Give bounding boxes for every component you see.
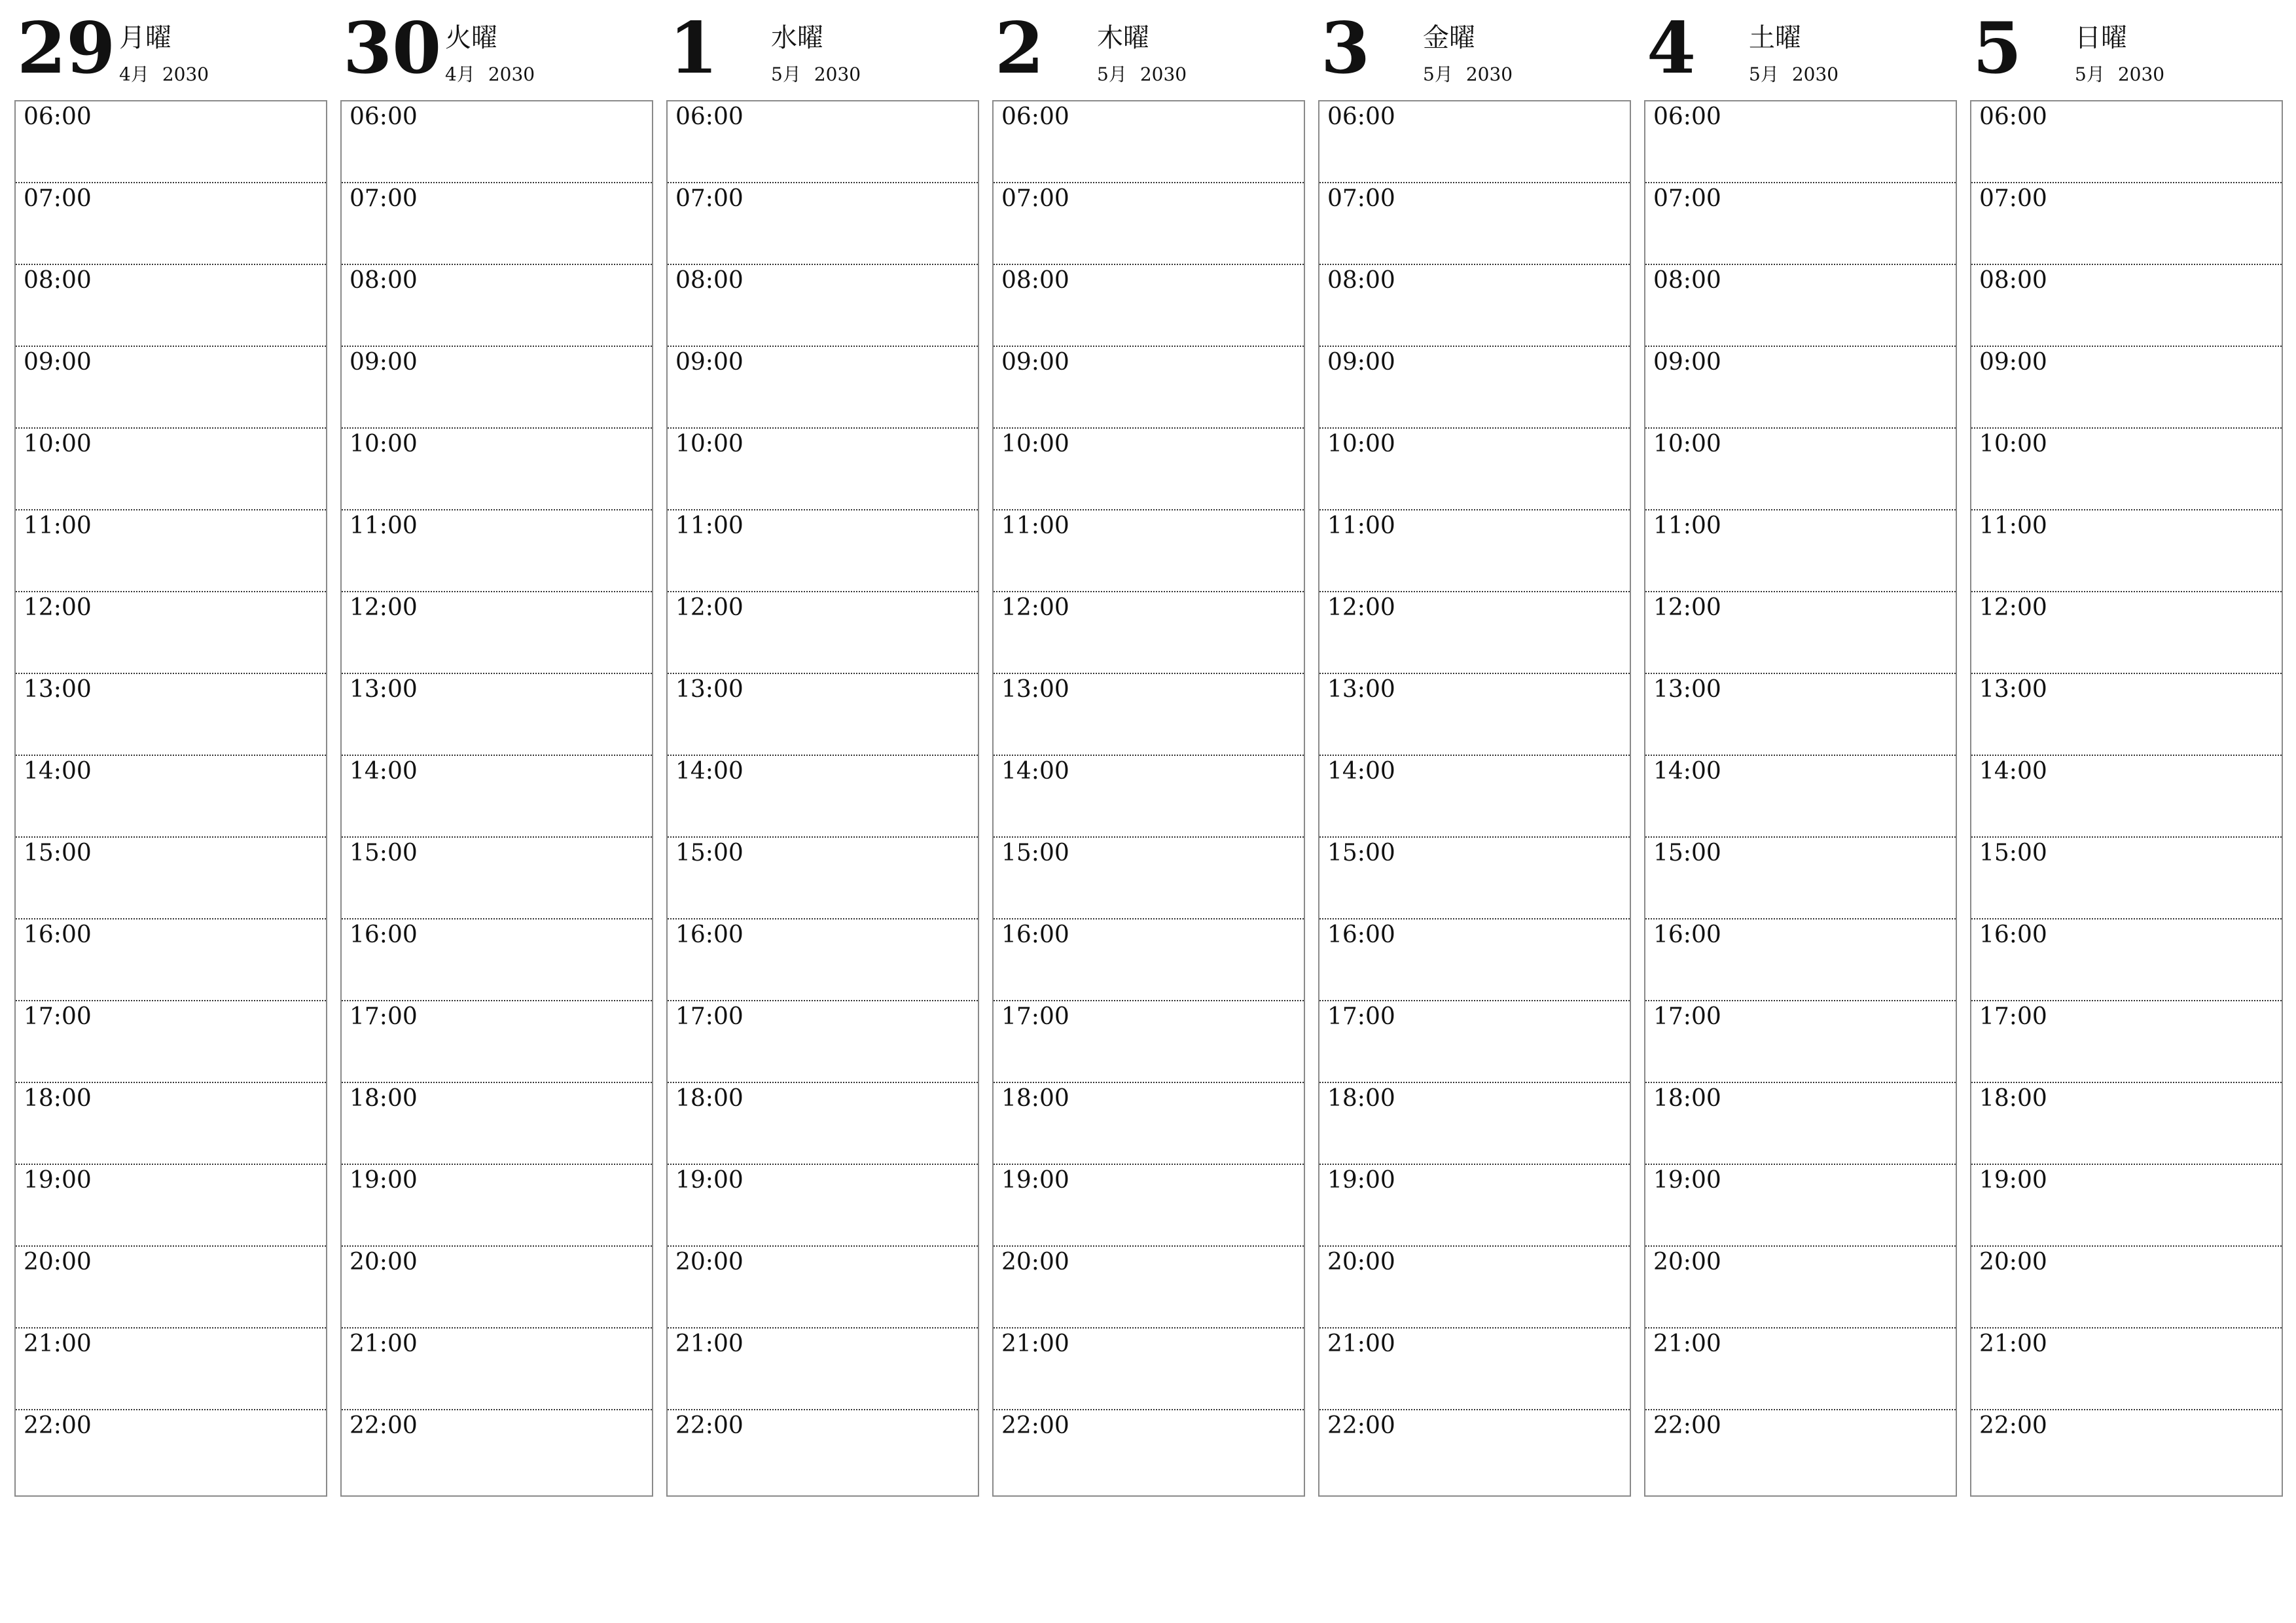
weekday-label: 金曜 [1423,23,1475,53]
time-slot[interactable] [1319,838,1630,919]
day-number: 4 [1647,7,1696,90]
time-label: 21:00 [24,1330,92,1357]
time-label: 20:00 [1001,1249,1069,1275]
time-slot[interactable] [1645,838,1956,919]
time-label: 09:00 [675,349,744,376]
time-slots [1318,100,1631,1497]
day-header [340,0,653,98]
time-label: 18:00 [350,1085,418,1112]
month-year-label [119,65,209,84]
time-label: 11:00 [1001,512,1069,539]
time-slot[interactable] [16,1083,326,1165]
day-number: 29 [17,7,116,90]
time-slot[interactable] [1971,1329,2282,1410]
time-label: 11:00 [1653,512,1721,539]
time-slot[interactable] [994,1247,1304,1329]
time-slot[interactable] [16,1001,326,1083]
time-label: 06:00 [1979,103,2047,130]
time-slot[interactable] [1971,592,2282,674]
time-slot[interactable] [342,1165,652,1247]
time-label: 14:00 [350,758,418,785]
time-label: 08:00 [1001,267,1069,294]
time-slot[interactable] [994,1165,1304,1247]
time-slot[interactable] [1319,756,1630,838]
time-label: 13:00 [24,676,92,703]
time-slot[interactable] [1319,1001,1630,1083]
time-label: 12:00 [675,594,744,621]
time-label: 10:00 [350,431,418,457]
time-slot[interactable] [1971,510,2282,592]
time-label: 12:00 [1327,594,1395,621]
time-slot[interactable] [342,838,652,919]
time-slot[interactable] [342,429,652,510]
time-label: 08:00 [1653,267,1721,294]
time-slot[interactable] [16,1410,326,1492]
day-column-2 [340,0,653,1499]
month-label: 5月 [2075,63,2105,85]
time-slot[interactable] [16,183,326,265]
day-header [14,0,327,98]
time-label: 06:00 [1001,103,1069,130]
time-label: 07:00 [1979,185,2047,212]
month-year-label [2075,65,2164,84]
time-label: 07:00 [24,185,92,212]
time-label: 06:00 [1327,103,1395,130]
time-slot[interactable] [342,919,652,1001]
time-label: 20:00 [1327,1249,1395,1275]
month-year-label [1749,65,1839,84]
time-slot[interactable] [16,429,326,510]
time-slot[interactable] [16,510,326,592]
time-slot[interactable] [342,592,652,674]
time-label: 13:00 [1001,676,1069,703]
time-slots [992,100,1305,1497]
time-slot[interactable] [1971,1083,2282,1165]
time-slot[interactable] [1971,429,2282,510]
time-slot[interactable] [668,1165,978,1247]
time-label: 16:00 [1653,921,1721,948]
time-slot[interactable] [1645,592,1956,674]
day-number: 5 [1973,7,2022,90]
time-slot[interactable] [1971,347,2282,429]
time-slot[interactable] [1971,265,2282,347]
time-label: 21:00 [1327,1330,1395,1357]
time-label: 08:00 [350,267,418,294]
time-slot[interactable] [1319,1083,1630,1165]
time-label: 20:00 [350,1249,418,1275]
time-label: 21:00 [350,1330,418,1357]
time-label: 13:00 [1327,676,1395,703]
time-slot[interactable] [994,756,1304,838]
time-label: 10:00 [24,431,92,457]
time-slot[interactable] [1319,183,1630,265]
day-column-1 [14,0,327,1499]
day-header [1318,0,1631,98]
time-label: 19:00 [1001,1167,1069,1194]
time-slot[interactable] [1319,510,1630,592]
time-label: 08:00 [1327,267,1395,294]
time-slots [14,100,327,1497]
weekday-label: 水曜 [771,23,823,53]
time-label: 12:00 [350,594,418,621]
time-slot[interactable] [1319,1247,1630,1329]
time-slot[interactable] [1645,674,1956,756]
time-label: 14:00 [24,758,92,785]
time-label: 10:00 [675,431,744,457]
time-label: 19:00 [1327,1167,1395,1194]
time-label: 19:00 [1653,1167,1721,1194]
time-label: 12:00 [24,594,92,621]
day-number: 1 [669,7,719,90]
time-label: 10:00 [1979,431,2047,457]
time-label: 17:00 [350,1003,418,1030]
time-slot[interactable] [1645,101,1956,183]
day-column-7 [1970,0,2283,1499]
time-slot[interactable] [1645,756,1956,838]
time-slot[interactable] [668,429,978,510]
day-column-3 [666,0,979,1499]
time-label: 06:00 [24,103,92,130]
time-label: 08:00 [675,267,744,294]
time-slot[interactable] [1645,183,1956,265]
time-label: 06:00 [675,103,744,130]
time-slot[interactable] [1319,1410,1630,1492]
time-slot[interactable] [16,101,326,183]
time-label: 06:00 [350,103,418,130]
time-label: 20:00 [24,1249,92,1275]
time-slot[interactable] [342,347,652,429]
month-label: 4月 [445,63,475,85]
year-label: 2030 [488,63,535,85]
time-slot[interactable] [1645,429,1956,510]
time-label: 12:00 [1979,594,2047,621]
time-slot[interactable] [342,265,652,347]
time-label: 16:00 [1327,921,1395,948]
time-slot[interactable] [1319,592,1630,674]
time-label: 22:00 [1979,1412,2047,1439]
day-header [992,0,1305,98]
time-label: 11:00 [24,512,92,539]
time-slot[interactable] [16,919,326,1001]
time-slot[interactable] [1319,101,1630,183]
time-slot[interactable] [1319,347,1630,429]
time-label: 11:00 [1327,512,1395,539]
time-slot[interactable] [1971,674,2282,756]
time-slot[interactable] [994,1329,1304,1410]
time-label: 18:00 [1001,1085,1069,1112]
time-label: 17:00 [1327,1003,1395,1030]
time-label: 18:00 [24,1085,92,1112]
time-label: 11:00 [1979,512,2047,539]
time-slot[interactable] [994,1001,1304,1083]
time-label: 14:00 [1001,758,1069,785]
time-label: 22:00 [350,1412,418,1439]
year-label: 2030 [1465,63,1513,85]
time-slots [1970,100,2283,1497]
time-slot[interactable] [1645,1247,1956,1329]
weekly-planner [14,0,2284,1499]
time-slot[interactable] [16,756,326,838]
time-label: 21:00 [675,1330,744,1357]
time-label: 08:00 [1979,267,2047,294]
time-slot[interactable] [994,838,1304,919]
time-slot[interactable] [1645,919,1956,1001]
time-slot[interactable] [16,1329,326,1410]
time-slot[interactable] [668,674,978,756]
time-label: 22:00 [24,1412,92,1439]
time-label: 15:00 [1327,840,1395,866]
time-label: 17:00 [675,1003,744,1030]
time-label: 07:00 [1327,185,1395,212]
time-slot[interactable] [1319,429,1630,510]
time-slot[interactable] [994,592,1304,674]
time-slot[interactable] [342,183,652,265]
time-label: 19:00 [675,1167,744,1194]
time-slot[interactable] [1971,101,2282,183]
time-slot[interactable] [1971,1410,2282,1492]
time-slot[interactable] [1971,838,2282,919]
time-label: 18:00 [675,1085,744,1112]
time-label: 19:00 [1979,1167,2047,1194]
time-slot[interactable] [994,429,1304,510]
time-label: 15:00 [1979,840,2047,866]
time-label: 17:00 [1001,1003,1069,1030]
time-label: 06:00 [1653,103,1721,130]
time-label: 11:00 [350,512,418,539]
day-header [1970,0,2283,98]
time-slot[interactable] [668,101,978,183]
time-slot[interactable] [1319,265,1630,347]
year-label: 2030 [1791,63,1839,85]
time-slot[interactable] [668,183,978,265]
time-label: 16:00 [24,921,92,948]
year-label: 2030 [162,63,209,85]
month-label: 5月 [1097,63,1127,85]
time-label: 15:00 [1001,840,1069,866]
time-label: 09:00 [24,349,92,376]
time-label: 13:00 [1979,676,2047,703]
day-header [666,0,979,98]
month-label: 5月 [1749,63,1779,85]
time-slot[interactable] [342,101,652,183]
time-slot[interactable] [668,265,978,347]
month-year-label [771,65,861,84]
time-slot[interactable] [994,347,1304,429]
time-label: 09:00 [1001,349,1069,376]
time-slot[interactable] [342,1410,652,1492]
time-label: 17:00 [1653,1003,1721,1030]
day-header [1644,0,1957,98]
time-label: 09:00 [350,349,418,376]
time-label: 21:00 [1653,1330,1721,1357]
day-column-5 [1318,0,1631,1499]
time-slot[interactable] [16,1165,326,1247]
time-label: 15:00 [1653,840,1721,866]
time-slot[interactable] [342,1001,652,1083]
time-label: 14:00 [675,758,744,785]
time-label: 08:00 [24,267,92,294]
time-slot[interactable] [1645,1083,1956,1165]
time-slot[interactable] [668,592,978,674]
weekday-label: 木曜 [1097,23,1149,53]
time-label: 17:00 [24,1003,92,1030]
time-slot[interactable] [1971,183,2282,265]
time-slot[interactable] [668,1247,978,1329]
time-slot[interactable] [668,756,978,838]
time-label: 15:00 [350,840,418,866]
time-label: 16:00 [1001,921,1069,948]
time-slot[interactable] [668,510,978,592]
time-label: 18:00 [1653,1085,1721,1112]
time-slot[interactable] [668,347,978,429]
time-slot[interactable] [342,1083,652,1165]
year-label: 2030 [2117,63,2165,85]
time-slot[interactable] [1645,347,1956,429]
time-slot[interactable] [668,1083,978,1165]
time-label: 15:00 [24,840,92,866]
weekday-label: 日曜 [2075,23,2127,53]
time-label: 07:00 [1001,185,1069,212]
time-slot[interactable] [1645,1410,1956,1492]
time-label: 10:00 [1001,431,1069,457]
time-label: 09:00 [1979,349,2047,376]
time-label: 10:00 [1327,431,1395,457]
time-slot[interactable] [1971,1165,2282,1247]
time-slot[interactable] [1319,1165,1630,1247]
time-label: 13:00 [675,676,744,703]
time-slot[interactable] [16,592,326,674]
time-label: 10:00 [1653,431,1721,457]
time-label: 19:00 [350,1167,418,1194]
time-slot[interactable] [16,347,326,429]
time-label: 15:00 [675,840,744,866]
day-number: 30 [343,7,442,90]
year-label: 2030 [814,63,861,85]
time-slot[interactable] [1971,1001,2282,1083]
time-slot[interactable] [994,1410,1304,1492]
time-label: 14:00 [1327,758,1395,785]
time-label: 21:00 [1979,1330,2047,1357]
time-label: 20:00 [675,1249,744,1275]
time-slot[interactable] [1645,510,1956,592]
day-number: 2 [995,7,1045,90]
month-label: 5月 [771,63,801,85]
weekday-label: 月曜 [119,23,171,53]
month-label: 5月 [1423,63,1453,85]
time-slot[interactable] [342,756,652,838]
time-label: 16:00 [675,921,744,948]
time-slot[interactable] [994,183,1304,265]
time-label: 16:00 [350,921,418,948]
time-slots [340,100,653,1497]
time-label: 13:00 [350,676,418,703]
time-label: 14:00 [1979,758,2047,785]
time-slot[interactable] [1645,1001,1956,1083]
time-slot[interactable] [1645,1329,1956,1410]
time-slot[interactable] [1319,674,1630,756]
time-slot[interactable] [1319,1329,1630,1410]
time-label: 22:00 [675,1412,744,1439]
time-label: 07:00 [350,185,418,212]
time-label: 20:00 [1979,1249,2047,1275]
month-year-label [1097,65,1187,84]
time-slot[interactable] [342,674,652,756]
time-label: 09:00 [1327,349,1395,376]
time-slot[interactable] [342,510,652,592]
time-label: 18:00 [1327,1085,1395,1112]
time-label: 11:00 [675,512,744,539]
time-slot[interactable] [16,1247,326,1329]
time-label: 22:00 [1001,1412,1069,1439]
time-slot[interactable] [1645,1165,1956,1247]
time-slot[interactable] [1645,265,1956,347]
time-slot[interactable] [994,919,1304,1001]
weekday-label: 土曜 [1749,23,1801,53]
time-slot[interactable] [668,838,978,919]
time-slot[interactable] [668,919,978,1001]
time-label: 18:00 [1979,1085,2047,1112]
day-column-4 [992,0,1305,1499]
time-label: 22:00 [1653,1412,1721,1439]
weekday-label: 火曜 [445,23,497,53]
time-label: 09:00 [1653,349,1721,376]
time-slots [1644,100,1957,1497]
time-slot[interactable] [994,101,1304,183]
time-label: 07:00 [675,185,744,212]
time-slot[interactable] [16,838,326,919]
time-slot[interactable] [1971,1247,2282,1329]
time-label: 22:00 [1327,1412,1395,1439]
time-slot[interactable] [1971,756,2282,838]
time-slot[interactable] [994,674,1304,756]
time-slot[interactable] [668,1001,978,1083]
month-year-label [1423,65,1513,84]
day-column-6 [1644,0,1957,1499]
time-label: 21:00 [1001,1330,1069,1357]
time-label: 16:00 [1979,921,2047,948]
time-label: 12:00 [1653,594,1721,621]
time-label: 17:00 [1979,1003,2047,1030]
time-slot[interactable] [16,265,326,347]
time-slot[interactable] [16,674,326,756]
time-slot[interactable] [1319,919,1630,1001]
day-number: 3 [1321,7,1371,90]
time-slot[interactable] [994,510,1304,592]
month-label: 4月 [119,63,149,85]
time-slot[interactable] [1971,919,2282,1001]
time-label: 07:00 [1653,185,1721,212]
time-slot[interactable] [342,1247,652,1329]
time-slot[interactable] [668,1410,978,1492]
year-label: 2030 [1139,63,1187,85]
time-slot[interactable] [994,1083,1304,1165]
time-label: 19:00 [24,1167,92,1194]
time-label: 12:00 [1001,594,1069,621]
time-slot[interactable] [668,1329,978,1410]
time-label: 20:00 [1653,1249,1721,1275]
month-year-label [445,65,535,84]
time-slots [666,100,979,1497]
time-label: 13:00 [1653,676,1721,703]
time-slot[interactable] [994,265,1304,347]
time-label: 14:00 [1653,758,1721,785]
time-slot[interactable] [342,1329,652,1410]
